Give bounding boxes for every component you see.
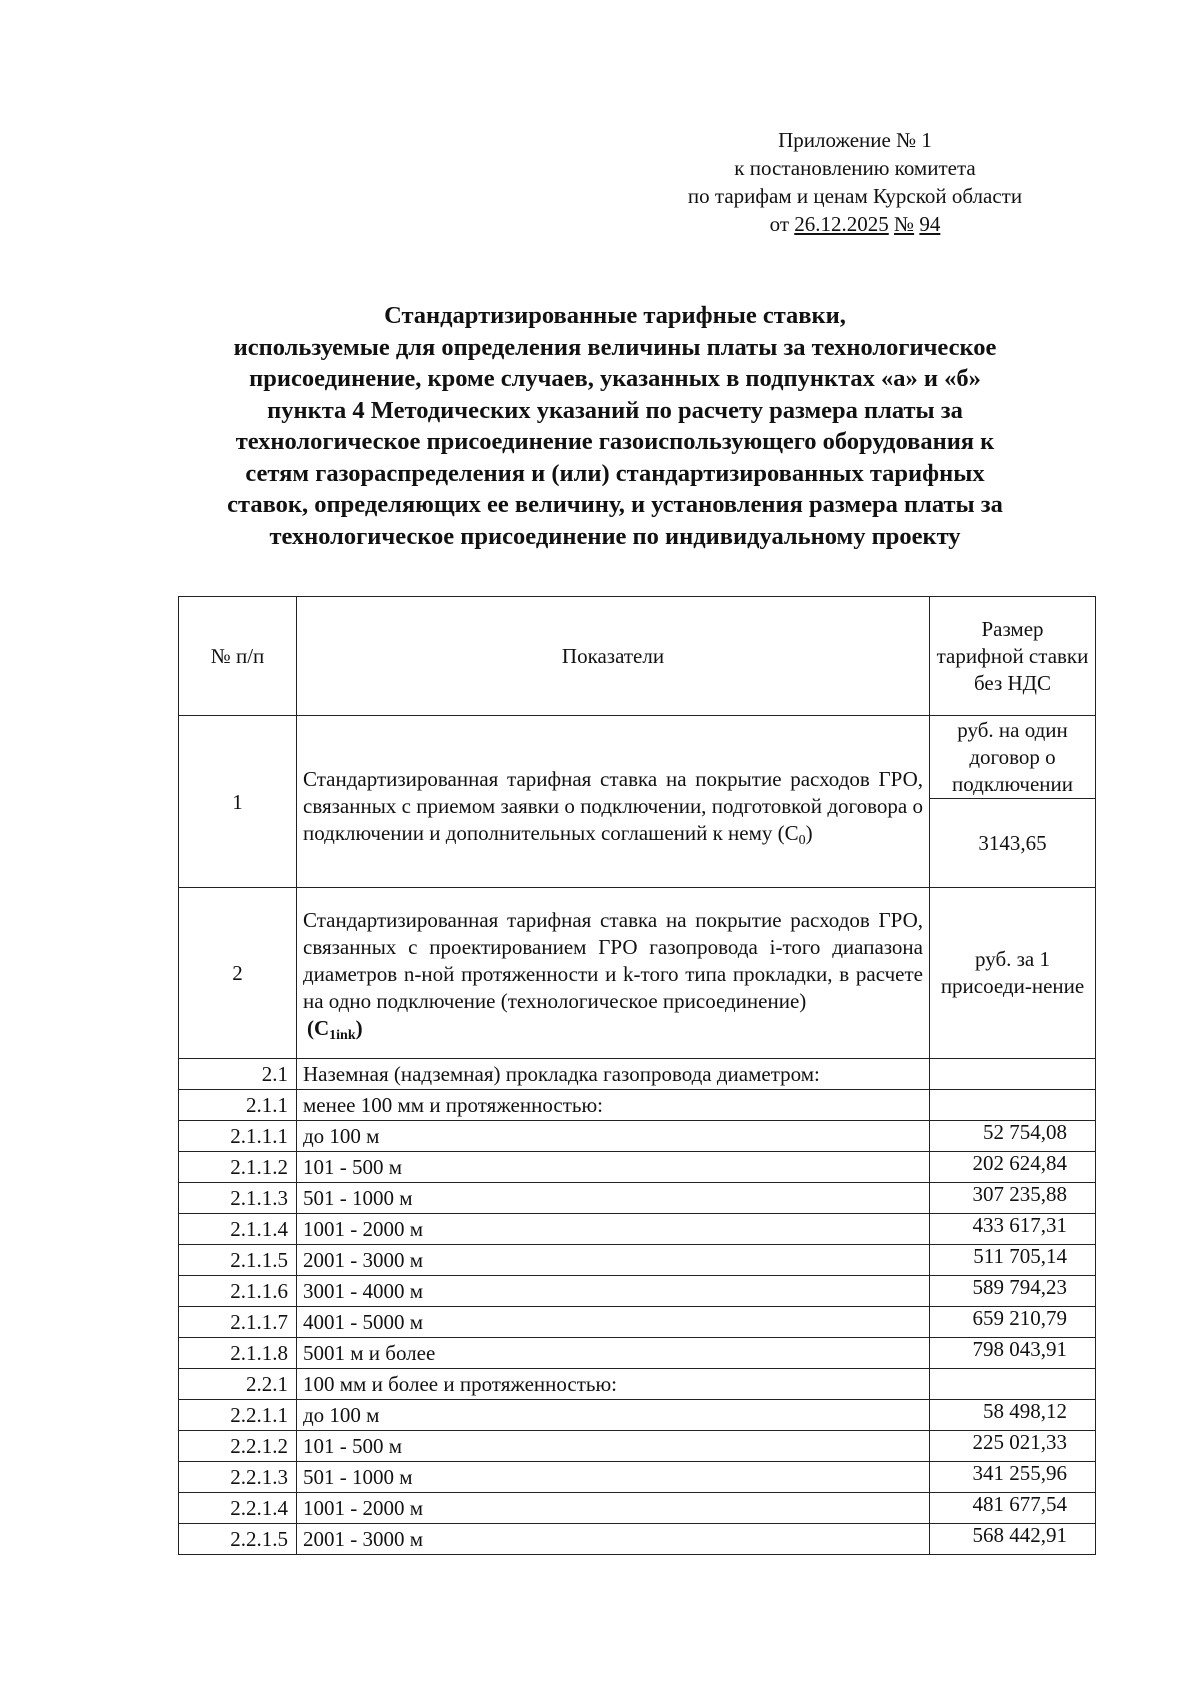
row-value: 511 705,14	[930, 1245, 1096, 1276]
title-line-7: ставок, определяющих ее величину, и установления размера платы за	[227, 491, 1003, 518]
row-2-text	[297, 888, 930, 1059]
document-title	[150, 300, 1080, 552]
row-indicator: 2001 - 3000 м	[297, 1524, 930, 1555]
row-num: 2.2.1.1	[179, 1400, 297, 1431]
row-1-unit: руб. на один договор о подключении	[930, 716, 1096, 799]
table-row	[179, 1400, 1096, 1431]
row-indicator: до 100 м	[297, 1400, 930, 1431]
row-indicator: 3001 - 4000 м	[297, 1276, 930, 1307]
title-line-5: технологическое присоединение газоиспользующего оборудования к	[235, 428, 995, 455]
table-row	[179, 1121, 1096, 1152]
row-2-num: 2	[179, 888, 297, 1059]
row-num: 2.1.1.2	[179, 1152, 297, 1183]
row-num: 2.1.1.8	[179, 1338, 297, 1369]
row-indicator: 5001 м и более	[297, 1338, 930, 1369]
row-indicator: 1001 - 2000 м	[297, 1214, 930, 1245]
row-num: 2.2.1.4	[179, 1493, 297, 1524]
row-indicator: менее 100 мм и протяженностью:	[297, 1090, 930, 1121]
row-1-text-main: Стандартизированная тарифная ставка на покрытие расходов ГРО, связанных с приемом заявки о подключении, подготовкой договора о подключении и дополнительных соглашений к нему (С	[303, 767, 923, 845]
row-indicator: 501 - 1000 м	[297, 1462, 930, 1493]
title-line-6: сетям газораспределения и (или) стандартизированных тарифных	[245, 459, 985, 487]
row-indicator: 101 - 500 м	[297, 1431, 930, 1462]
row-value: 481 677,54	[930, 1493, 1096, 1524]
row-1-value: 3143,65	[930, 799, 1096, 888]
row-indicator: 101 - 500 м	[297, 1152, 930, 1183]
table-row	[179, 1369, 1096, 1400]
title-line-3: присоединение, кроме случаев, указанных в подпунктах «а» и «б»	[249, 365, 981, 392]
title-line-2: используемые для определения величины платы за технологическое	[233, 333, 997, 361]
row-1-subscript: 0	[798, 833, 806, 848]
row-num: 2.1.1.4	[179, 1214, 297, 1245]
table-row	[179, 716, 1096, 799]
row-value: 52 754,08	[930, 1121, 1096, 1152]
row-num: 2.1.1	[179, 1090, 297, 1121]
tariff-table	[178, 596, 1096, 1555]
table-row	[179, 888, 1096, 1059]
row-2-symbol: С	[314, 1015, 330, 1040]
row-2-unit: руб. за 1 присоеди-нение	[930, 888, 1096, 1059]
table-row	[179, 1338, 1096, 1369]
title-line-8: технологическое присоединение по индивидуальному проекту	[269, 522, 961, 550]
row-indicator: 501 - 1000 м	[297, 1183, 930, 1214]
row-value: 659 210,79	[930, 1307, 1096, 1338]
row-num: 2.2.1.3	[179, 1462, 297, 1493]
header-rate: Размер тарифной ставки без НДС	[930, 597, 1096, 716]
date-prefix: от	[769, 212, 790, 236]
row-value: 341 255,96	[930, 1462, 1096, 1493]
table-row	[179, 1431, 1096, 1462]
table-row	[179, 1307, 1096, 1338]
row-1-text-tail: )	[805, 821, 813, 845]
table-row	[179, 1493, 1096, 1524]
row-num: 2.1	[179, 1059, 297, 1090]
table-header-row	[179, 597, 1096, 716]
appendix-line-3: по тарифам и ценам Курской области	[687, 184, 1023, 208]
table-row	[179, 1214, 1096, 1245]
resolution-date: 26.12.2025	[794, 212, 889, 236]
row-indicator: до 100 м	[297, 1121, 930, 1152]
appendix-line-2: к постановлению комитета	[734, 156, 976, 180]
row-indicator: 100 мм и более и протяженностью:	[297, 1369, 930, 1400]
table-row	[179, 1152, 1096, 1183]
appendix-date-line	[640, 210, 1070, 238]
title-line-4: пункта 4 Методических указаний по расчету размера платы за	[267, 396, 963, 424]
row-value: 202 624,84	[930, 1152, 1096, 1183]
row-indicator: 2001 - 3000 м	[297, 1245, 930, 1276]
row-2-subscript: 1ink	[329, 1027, 356, 1043]
title-line-1: Стандартизированные тарифные ставки,	[384, 302, 846, 329]
appendix-header	[640, 126, 1070, 238]
row-value	[930, 1369, 1096, 1400]
row-indicator: 4001 - 5000 м	[297, 1307, 930, 1338]
row-value: 798 043,91	[930, 1338, 1096, 1369]
row-indicator: 1001 - 2000 м	[297, 1493, 930, 1524]
row-2-symbol-wrap: $(С_{1ink})$	[307, 1015, 363, 1043]
number-sign: №	[894, 212, 915, 236]
table-row	[179, 1090, 1096, 1121]
appendix-line-1: Приложение № 1	[778, 128, 932, 152]
row-value: 589 794,23	[930, 1276, 1096, 1307]
row-value: 225 021,33	[930, 1431, 1096, 1462]
row-num: 2.1.1.3	[179, 1183, 297, 1214]
table-row	[179, 1524, 1096, 1555]
table-row	[179, 1276, 1096, 1307]
row-num: 2.2.1	[179, 1369, 297, 1400]
row-num: 2.1.1.1	[179, 1121, 297, 1152]
row-value	[930, 1090, 1096, 1121]
header-num: № п/п	[179, 597, 297, 716]
table-row	[179, 1059, 1096, 1090]
row-num: 2.1.1.7	[179, 1307, 297, 1338]
row-2-text-main: Стандартизированная тарифная ставка на покрытие расходов ГРО, связанных с проектированием ГРО газопровода i-того диапазона диаметров n-ной протяженности и k-того типа прокладки, в расчете на одно подключение (технологическое присоединение)	[303, 907, 923, 1013]
row-value: 307 235,88	[930, 1183, 1096, 1214]
resolution-number: 94	[919, 212, 941, 236]
row-num: 2.1.1.5	[179, 1245, 297, 1276]
row-value: 568 442,91	[930, 1524, 1096, 1555]
row-value	[930, 1059, 1096, 1090]
row-value: 433 617,31	[930, 1214, 1096, 1245]
table-row	[179, 1183, 1096, 1214]
header-indicator: Показатели	[297, 597, 930, 716]
row-num: 2.1.1.6	[179, 1276, 297, 1307]
row-indicator: Наземная (надземная) прокладка газопровода диаметром:	[297, 1059, 930, 1090]
row-1-num: 1	[179, 716, 297, 888]
row-1-text	[297, 716, 930, 888]
table-row	[179, 1245, 1096, 1276]
row-num: 2.2.1.5	[179, 1524, 297, 1555]
row-value: 58 498,12	[930, 1400, 1096, 1431]
row-num: 2.2.1.2	[179, 1431, 297, 1462]
table-row	[179, 1462, 1096, 1493]
